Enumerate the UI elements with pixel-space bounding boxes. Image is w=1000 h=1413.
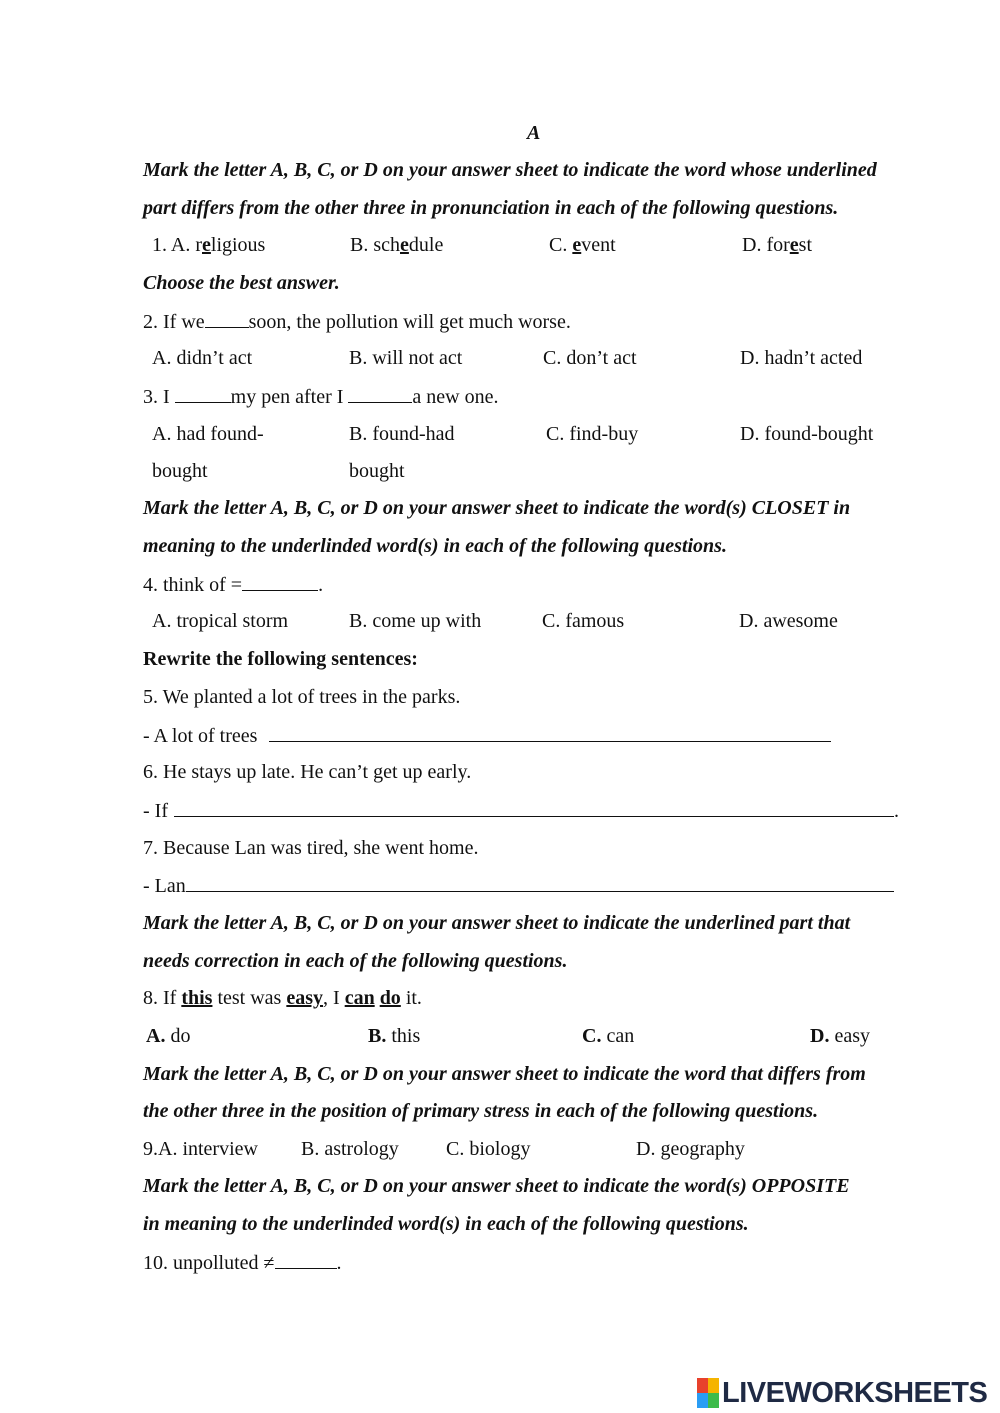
answer-blank[interactable] xyxy=(174,798,894,817)
logo-mark-square xyxy=(708,1393,719,1408)
q1-option-a[interactable]: 1. A. religious xyxy=(152,234,266,256)
q2-option-c[interactable]: C. don’t act xyxy=(543,347,637,369)
q1-option-b[interactable]: B. schedule xyxy=(350,234,444,256)
q1-option-d[interactable]: D. forest xyxy=(742,234,812,256)
question-7-stem: 7. Because Lan was tired, she went home. xyxy=(143,837,479,859)
logo-text: LIVEWORKSHEETS xyxy=(722,1376,988,1409)
answer-blank[interactable] xyxy=(175,384,231,403)
q2-option-d[interactable]: D. hadn’t acted xyxy=(740,347,863,369)
logo-mark-icon xyxy=(697,1378,719,1408)
q8-option-c[interactable]: C. can xyxy=(582,1025,635,1047)
question-6-stem: 6. He stays up late. He can’t get up early. xyxy=(143,761,472,783)
q9-option-d[interactable]: D. geography xyxy=(636,1138,745,1160)
q8-option-b[interactable]: B. this xyxy=(368,1025,421,1047)
answer-blank[interactable] xyxy=(205,309,249,328)
q4-option-d[interactable]: D. awesome xyxy=(739,610,838,632)
logo-mark-square xyxy=(697,1378,708,1393)
section-instruction-pronunciation-1: Mark the letter A, B, C, or D on your answer sheet to indicate the word whose underlined xyxy=(143,159,877,181)
underlined-word: easy xyxy=(286,987,324,1009)
underlined-letter: e xyxy=(789,234,799,256)
question-5-answer-line: - A lot of trees xyxy=(143,723,831,748)
section-instruction-closest-1: Mark the letter A, B, C, or D on your answer sheet to indicate the word(s) CLOSET in xyxy=(143,497,851,519)
q9-option-c[interactable]: C. biology xyxy=(446,1138,531,1160)
q4-option-b[interactable]: B. come up with xyxy=(349,610,482,632)
q8-option-d[interactable]: D. easy xyxy=(810,1025,870,1047)
answer-blank[interactable] xyxy=(269,723,831,742)
question-4-stem: 4. think of = . xyxy=(143,574,324,596)
page-title: A xyxy=(527,122,541,144)
question-2-stem: 2. If we soon, the pollution will get much worse. xyxy=(143,311,571,333)
q9-option-a[interactable]: 9.A. interview xyxy=(143,1138,258,1160)
liveworksheets-logo xyxy=(697,1376,987,1410)
section-instruction-choose: Choose the best answer. xyxy=(143,272,340,294)
q8-option-a[interactable]: A. do xyxy=(146,1025,191,1047)
q2-option-a[interactable]: A. didn’t act xyxy=(152,347,253,369)
answer-blank[interactable] xyxy=(275,1250,337,1269)
question-8-stem: 8. If this test was easy, I can do it. xyxy=(143,987,422,1009)
q3-option-d[interactable]: D. found-bought xyxy=(740,423,874,445)
question-5-stem: 5. We planted a lot of trees in the parks. xyxy=(143,686,461,708)
underlined-letter: e xyxy=(202,234,211,256)
section-instruction-correction-1: Mark the letter A, B, C, or D on your answer sheet to indicate the underlined part that xyxy=(143,912,851,934)
section-instruction-opposite-1: Mark the letter A, B, C, or D on your answer sheet to indicate the word(s) OPPOSITE xyxy=(143,1175,850,1197)
q4-option-c[interactable]: C. famous xyxy=(542,610,625,632)
q3-option-c[interactable]: C. find-buy xyxy=(546,423,639,445)
logo-mark-square xyxy=(697,1393,708,1408)
q3-option-b[interactable]: B. found-had bought xyxy=(349,423,455,482)
q4-option-a[interactable]: A. tropical storm xyxy=(152,610,289,632)
underlined-word: this xyxy=(181,987,213,1009)
section-instruction-pronunciation-2: part differs from the other three in pronunciation in each of the following questions. xyxy=(143,197,839,219)
underlined-word: do xyxy=(379,987,401,1009)
q2-option-b[interactable]: B. will not act xyxy=(349,347,463,369)
q9-option-b[interactable]: B. astrology xyxy=(301,1138,399,1160)
question-6-answer-line: - If . xyxy=(143,800,899,822)
section-instruction-opposite-2: in meaning to the underlinded word(s) in each of the following questions. xyxy=(143,1213,749,1235)
question-10-stem: 10. unpolluted ≠ . xyxy=(143,1252,342,1274)
section-instruction-stress-2: the other three in the position of primary stress in each of the following questions. xyxy=(143,1100,819,1122)
section-instruction-closest-2: meaning to the underlinded word(s) in each of the following questions. xyxy=(143,535,727,557)
underlined-letter: e xyxy=(400,234,409,256)
answer-blank[interactable] xyxy=(348,384,412,403)
answer-blank[interactable] xyxy=(242,572,318,591)
logo-mark-square xyxy=(708,1378,719,1393)
q1-option-c[interactable]: C. event xyxy=(549,234,616,256)
section-instruction-rewrite: Rewrite the following sentences: xyxy=(143,648,418,670)
underlined-word: can xyxy=(344,987,375,1009)
question-3-stem: 3. I my pen after I a new one. xyxy=(143,386,499,408)
underlined-letter: e xyxy=(572,234,582,256)
answer-blank[interactable] xyxy=(186,873,894,892)
q3-option-a[interactable]: A. had found- bought xyxy=(152,423,264,482)
section-instruction-stress-1: Mark the letter A, B, C, or D on your answer sheet to indicate the word that differs from xyxy=(143,1063,866,1085)
section-instruction-correction-2: needs correction in each of the following questions. xyxy=(143,950,568,972)
question-7-answer-line: - Lan xyxy=(143,873,894,898)
